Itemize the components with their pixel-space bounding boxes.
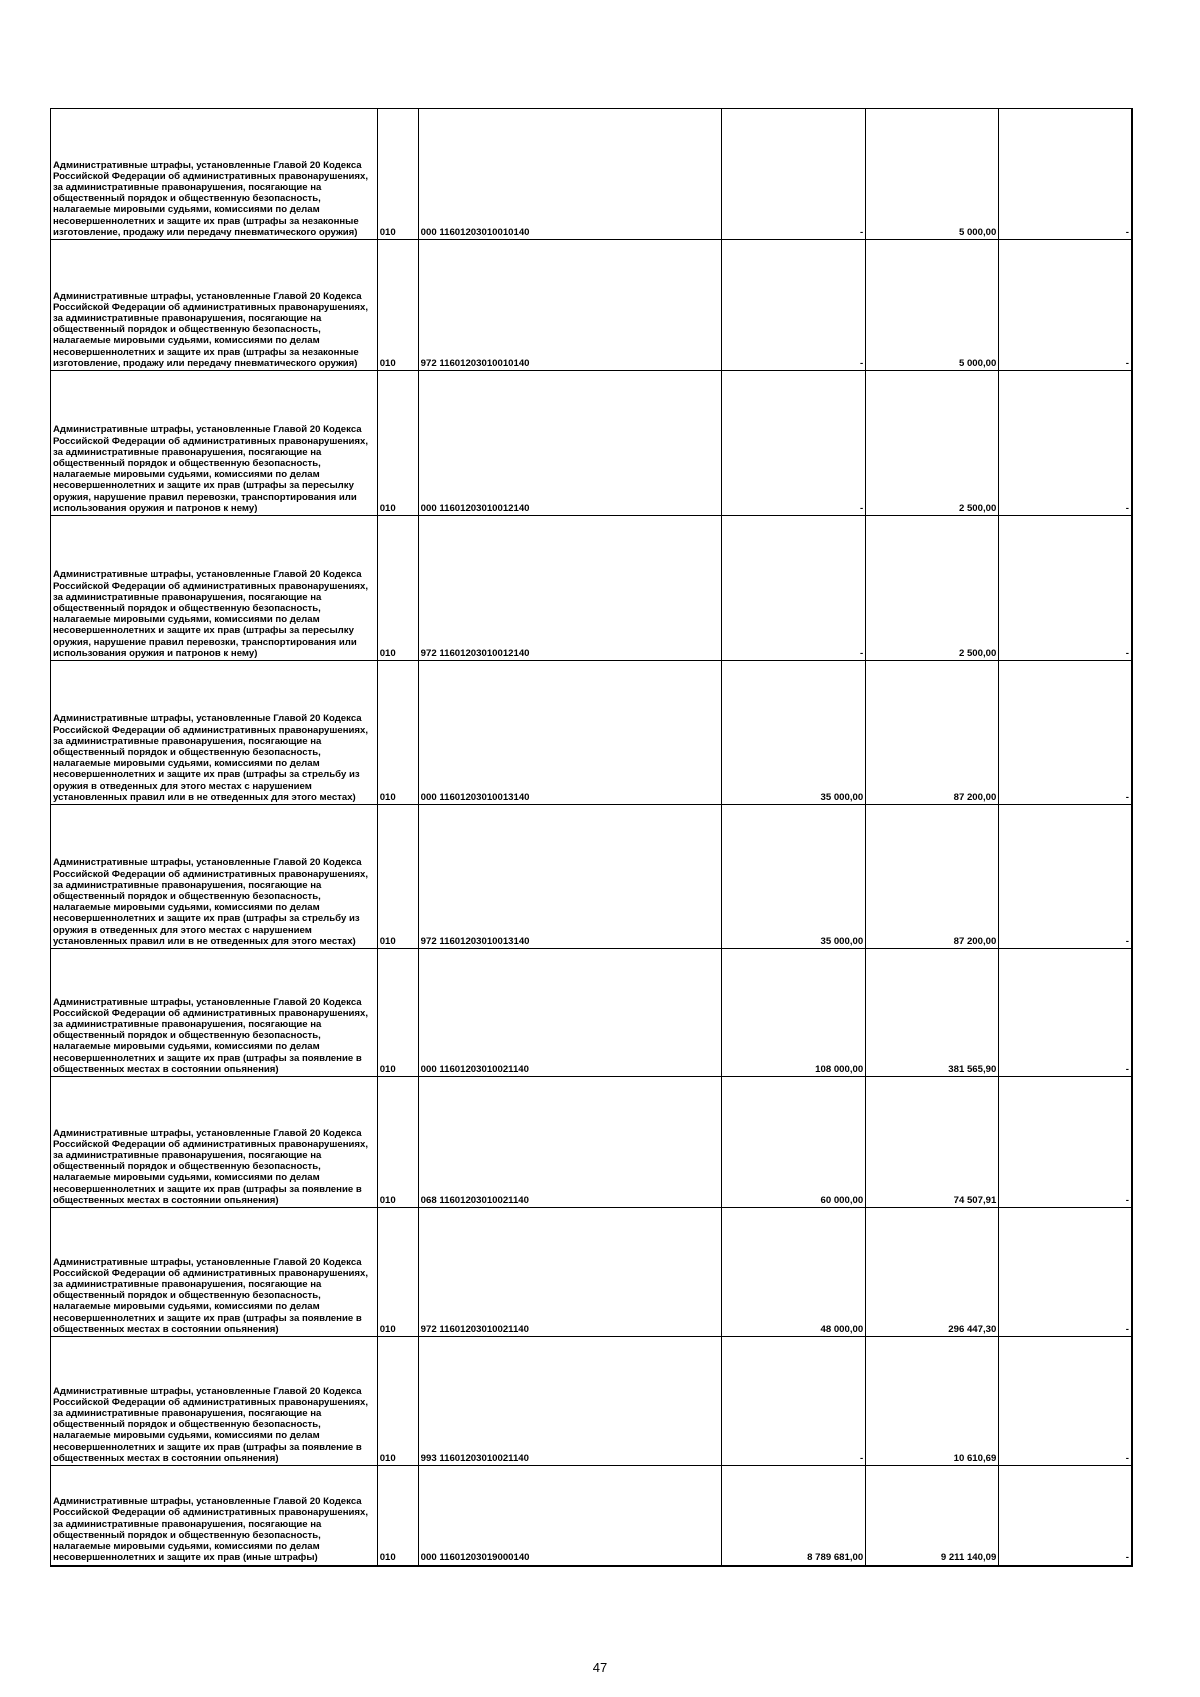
- row-budget-code-cell: 000 11601203010012140: [418, 371, 721, 516]
- page-number: 47: [592, 1660, 608, 1675]
- row-plan-cell: -: [721, 1337, 865, 1466]
- table-row: [51, 240, 1133, 371]
- row-plan-cell: -: [721, 516, 865, 661]
- row-remainder-cell: -: [999, 805, 1132, 949]
- row-plan-cell: 35 000,00: [721, 661, 865, 805]
- row-budget-code-cell: 993 11601203010021140: [418, 1337, 721, 1466]
- table-row: [51, 1077, 1133, 1208]
- row-plan-cell: 60 000,00: [721, 1077, 865, 1208]
- row-plan-cell: -: [721, 109, 865, 240]
- row-name-cell: Административные штрафы, установленные Главой 20 Кодекса Российской Федерации об административных правонарушениях, за административные правонарушения, посягающие на общественный порядок и общественную безопасность, налагаемые мировыми судьями, комиссиями по делам несовершеннолетних и защите их прав (штрафы за появление в общественных местах в состоянии опьянения): [51, 1337, 378, 1466]
- row-line-code-cell: 010: [377, 1208, 418, 1337]
- row-plan-cell: -: [721, 371, 865, 516]
- table-row: [51, 109, 1133, 240]
- row-name-cell: Административные штрафы, установленные Главой 20 Кодекса Российской Федерации об административных правонарушениях, за административные правонарушения, посягающие на общественный порядок и общественную безопасность, налагаемые мировыми судьями, комиссиями по делам несовершеннолетних и защите их прав (штрафы за незаконные изготовление, продажу или передачу пневматического оружия): [51, 109, 378, 240]
- row-line-code-cell: 010: [377, 661, 418, 805]
- row-remainder-cell: -: [999, 109, 1132, 240]
- row-line-code-cell: 010: [377, 109, 418, 240]
- row-line-code-cell: 010: [377, 1337, 418, 1466]
- row-executed-cell: 87 200,00: [866, 661, 999, 805]
- row-executed-cell: 2 500,00: [866, 371, 999, 516]
- row-line-code-cell: 010: [377, 949, 418, 1077]
- row-name-cell: Административные штрафы, установленные Главой 20 Кодекса Российской Федерации об административных правонарушениях, за административные правонарушения, посягающие на общественный порядок и общественную безопасность, налагаемые мировыми судьями, комиссиями по делам несовершеннолетних и защите их прав (штрафы за появление в общественных местах в состоянии опьянения): [51, 949, 378, 1077]
- table-row: [51, 1337, 1133, 1466]
- row-executed-cell: 74 507,91: [866, 1077, 999, 1208]
- row-name-cell: Административные штрафы, установленные Главой 20 Кодекса Российской Федерации об административных правонарушениях, за административные правонарушения, посягающие на общественный порядок и общественную безопасность, налагаемые мировыми судьями, комиссиями по делам несовершеннолетних и защите их прав (штрафы за незаконные изготовление, продажу или передачу пневматического оружия): [51, 240, 378, 371]
- row-remainder-cell: -: [999, 240, 1132, 371]
- table-row: [51, 371, 1133, 516]
- table-row: [51, 516, 1133, 661]
- table-row: [51, 1466, 1133, 1566]
- revenue-table: [50, 108, 1133, 1567]
- row-line-code-cell: 010: [377, 240, 418, 371]
- row-name-cell: Административные штрафы, установленные Главой 20 Кодекса Российской Федерации об административных правонарушениях, за административные правонарушения, посягающие на общественный порядок и общественную безопасность, налагаемые мировыми судьями, комиссиями по делам несовершеннолетних и защите их прав (штрафы за стрельбу из оружия в отведенных для этого местах с нарушением установленных правил или в не отведенных для этого местах): [51, 661, 378, 805]
- row-line-code-cell: 010: [377, 805, 418, 949]
- row-remainder-cell: -: [999, 516, 1132, 661]
- row-executed-cell: 9 211 140,09: [866, 1466, 999, 1566]
- row-remainder-cell: -: [999, 1077, 1132, 1208]
- row-budget-code-cell: 000 11601203010010140: [418, 109, 721, 240]
- row-executed-cell: 87 200,00: [866, 805, 999, 949]
- row-line-code-cell: 010: [377, 1466, 418, 1566]
- row-budget-code-cell: 972 11601203010012140: [418, 516, 721, 661]
- row-name-cell: Административные штрафы, установленные Главой 20 Кодекса Российской Федерации об административных правонарушениях, за административные правонарушения, посягающие на общественный порядок и общественную безопасность, налагаемые мировыми судьями, комиссиями по делам несовершеннолетних и защите их прав (штрафы за появление в общественных местах в состоянии опьянения): [51, 1077, 378, 1208]
- row-name-cell: Административные штрафы, установленные Главой 20 Кодекса Российской Федерации об административных правонарушениях, за административные правонарушения, посягающие на общественный порядок и общественную безопасность, налагаемые мировыми судьями, комиссиями по делам несовершеннолетних и защите их прав (штрафы за пересылку оружия, нарушение правил перевозки, транспортирования или использования оружия и патронов к нему): [51, 516, 378, 661]
- row-remainder-cell: -: [999, 1337, 1132, 1466]
- row-name-cell: Административные штрафы, установленные Главой 20 Кодекса Российской Федерации об административных правонарушениях, за административные правонарушения, посягающие на общественный порядок и общественную безопасность, налагаемые мировыми судьями, комиссиями по делам несовершеннолетних и защите их прав (штрафы за пересылку оружия, нарушение правил перевозки, транспортирования или использования оружия и патронов к нему): [51, 371, 378, 516]
- row-executed-cell: 5 000,00: [866, 240, 999, 371]
- row-remainder-cell: -: [999, 1208, 1132, 1337]
- row-budget-code-cell: 972 11601203010021140: [418, 1208, 721, 1337]
- row-name-cell: Административные штрафы, установленные Главой 20 Кодекса Российской Федерации об административных правонарушениях, за административные правонарушения, посягающие на общественный порядок и общественную безопасность, налагаемые мировыми судьями, комиссиями по делам несовершеннолетних и защите их прав (штрафы за появление в общественных местах в состоянии опьянения): [51, 1208, 378, 1337]
- table-row: [51, 805, 1133, 949]
- row-budget-code-cell: 972 11601203010013140: [418, 805, 721, 949]
- row-budget-code-cell: 000 11601203010013140: [418, 661, 721, 805]
- row-name-cell: Административные штрафы, установленные Главой 20 Кодекса Российской Федерации об административных правонарушениях, за административные правонарушения, посягающие на общественный порядок и общественную безопасность, налагаемые мировыми судьями, комиссиями по делам несовершеннолетних и защите их прав (штрафы за стрельбу из оружия в отведенных для этого местах с нарушением установленных правил или в не отведенных для этого местах): [51, 805, 378, 949]
- row-plan-cell: 48 000,00: [721, 1208, 865, 1337]
- row-plan-cell: -: [721, 240, 865, 371]
- row-remainder-cell: -: [999, 949, 1132, 1077]
- row-line-code-cell: 010: [377, 1077, 418, 1208]
- table-row: [51, 661, 1133, 805]
- row-executed-cell: 10 610,69: [866, 1337, 999, 1466]
- row-remainder-cell: -: [999, 661, 1132, 805]
- row-executed-cell: 5 000,00: [866, 109, 999, 240]
- row-executed-cell: 296 447,30: [866, 1208, 999, 1337]
- row-name-cell: Административные штрафы, установленные Главой 20 Кодекса Российской Федерации об административных правонарушениях, за административные правонарушения, посягающие на общественный порядок и общественную безопасность, налагаемые мировыми судьями, комиссиями по делам несовершеннолетних и защите их прав (иные штрафы): [51, 1466, 378, 1566]
- row-budget-code-cell: 972 11601203010010140: [418, 240, 721, 371]
- row-executed-cell: 2 500,00: [866, 516, 999, 661]
- row-plan-cell: 35 000,00: [721, 805, 865, 949]
- row-remainder-cell: -: [999, 371, 1132, 516]
- row-plan-cell: 108 000,00: [721, 949, 865, 1077]
- row-executed-cell: 381 565,90: [866, 949, 999, 1077]
- table-row: [51, 949, 1133, 1077]
- table-row: [51, 1208, 1133, 1337]
- row-budget-code-cell: 000 11601203019000140: [418, 1466, 721, 1566]
- row-line-code-cell: 010: [377, 371, 418, 516]
- row-plan-cell: 8 789 681,00: [721, 1466, 865, 1566]
- row-line-code-cell: 010: [377, 516, 418, 661]
- row-remainder-cell: -: [999, 1466, 1132, 1566]
- row-budget-code-cell: 068 11601203010021140: [418, 1077, 721, 1208]
- row-budget-code-cell: 000 11601203010021140: [418, 949, 721, 1077]
